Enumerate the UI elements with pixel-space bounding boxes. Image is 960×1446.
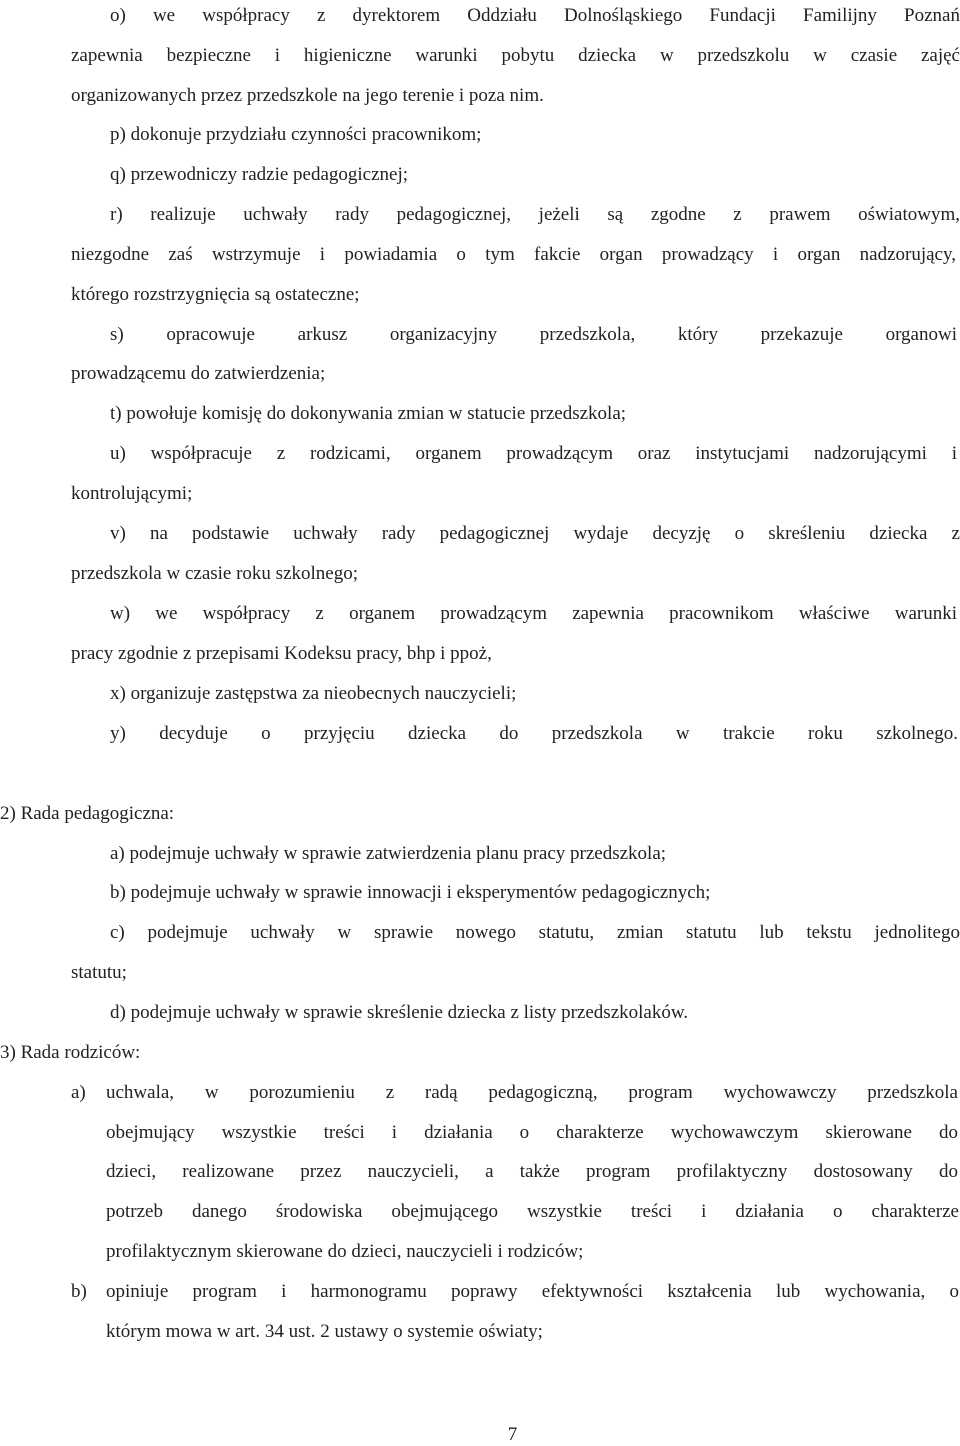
rada-rodzicow-item-a-line-3: dzieci, realizowane przez nauczycieli, a także program profilaktyczny dostosowany do — [106, 1161, 958, 1182]
rada-rodzicow-item-b-line-2: którym mowa w art. 34 ust. 2 ustawy o systemie oświaty; — [106, 1321, 543, 1342]
list-item-o-line-2: zapewnia bezpieczne i higieniczne warunki pobytu dziecka w przedszkolu w czasie zajęć — [71, 45, 960, 66]
list-item-q: q) przewodniczy radzie pedagogicznej; — [110, 164, 409, 185]
list-item-t: t) powołuje komisję do dokonywania zmian w statucie przedszkola; — [110, 403, 627, 424]
list-item-w-line-2: pracy zgodnie z przepisami Kodeksu pracy, bhp i ppoż, — [71, 643, 492, 664]
list-item-r-line-2: niezgodne zaś wstrzymuje i powiadamia o tym fakcie organ prowadzący i organ nadzorujący, — [71, 244, 956, 265]
rada-rodzicow-item-a-line-4: potrzeb danego środowiska obejmującego wszystkie treści i działania o charakterze — [106, 1201, 959, 1222]
rada-rodzicow-item-a-line-1: uchwala, w porozumieniu z radą pedagogiczną, program wychowawczy przedszkola — [106, 1082, 958, 1103]
list-item-s-line-2: prowadzącemu do zatwierdzenia; — [71, 363, 326, 384]
section-heading-rada-pedagogiczna: 2) Rada pedagogiczna: — [0, 803, 175, 824]
rada-pedagogiczna-item-a: a) podejmuje uchwały w sprawie zatwierdzenia planu pracy przedszkola; — [110, 843, 667, 864]
rada-pedagogiczna-item-d: d) podejmuje uchwały w sprawie skreślenie dziecka z listy przedszkolaków. — [110, 1002, 689, 1023]
list-item-x: x) organizuje zastępstwa za nieobecnych nauczycieli; — [110, 683, 517, 704]
rada-rodzicow-item-a-line-2: obejmujący wszystkie treści i działania o charakterze wychowawczym skierowane do — [106, 1122, 958, 1143]
list-item-u-line-1: u) współpracuje z rodzicami, organem prowadzącym oraz instytucjami nadzorującymi i — [110, 443, 957, 464]
list-item-v-line-2: przedszkola w czasie roku szkolnego; — [71, 563, 359, 584]
list-item-p: p) dokonuje przydziału czynności pracownikom; — [110, 124, 482, 145]
list-item-w-line-1: w) we współpracy z organem prowadzącym zapewnia pracownikom właściwe warunki — [110, 603, 957, 624]
rada-rodzicow-item-b-marker: b) — [71, 1281, 87, 1302]
list-item-v-line-1: v) na podstawie uchwały rady pedagogicznej wydaje decyzję o skreśleniu dziecka z — [110, 523, 960, 544]
list-item-u-line-2: kontrolującymi; — [71, 483, 193, 504]
list-item-o-line-1: o) we współpracy z dyrektorem Oddziału Dolnośląskiego Fundacji Familijny Poznań — [110, 5, 960, 26]
list-item-y: y) decyduje o przyjęciu dziecka do przedszkola w trakcie roku szkolnego. — [110, 723, 958, 744]
list-item-o-line-3: organizowanych przez przedszkole na jego terenie i poza nim. — [71, 85, 544, 106]
page-number: 7 — [507, 1424, 518, 1445]
rada-rodzicow-item-a-line-5: profilaktycznym skierowane do dzieci, nauczycieli i rodziców; — [106, 1241, 584, 1262]
list-item-r-line-3: którego rozstrzygnięcia są ostateczne; — [71, 284, 360, 305]
list-item-r-line-1: r) realizuje uchwały rady pedagogicznej, jeżeli są zgodne z prawem oświatowym, — [110, 204, 960, 225]
rada-pedagogiczna-item-c-line-1: c) podejmuje uchwały w sprawie nowego statutu, zmian statutu lub tekstu jednolitego — [110, 922, 960, 943]
rada-pedagogiczna-item-c-line-2: statutu; — [71, 962, 127, 983]
rada-pedagogiczna-item-b: b) podejmuje uchwały w sprawie innowacji i eksperymentów pedagogicznych; — [110, 882, 711, 903]
rada-rodzicow-item-b-line-1: opiniuje program i harmonogramu poprawy efektywności kształcenia lub wychowania, o — [106, 1281, 959, 1302]
section-heading-rada-rodzicow: 3) Rada rodziców: — [0, 1042, 141, 1063]
list-item-s-line-1: s) opracowuje arkusz organizacyjny przedszkola, który przekazuje organowi — [110, 324, 957, 345]
rada-rodzicow-item-a-marker: a) — [71, 1082, 86, 1103]
